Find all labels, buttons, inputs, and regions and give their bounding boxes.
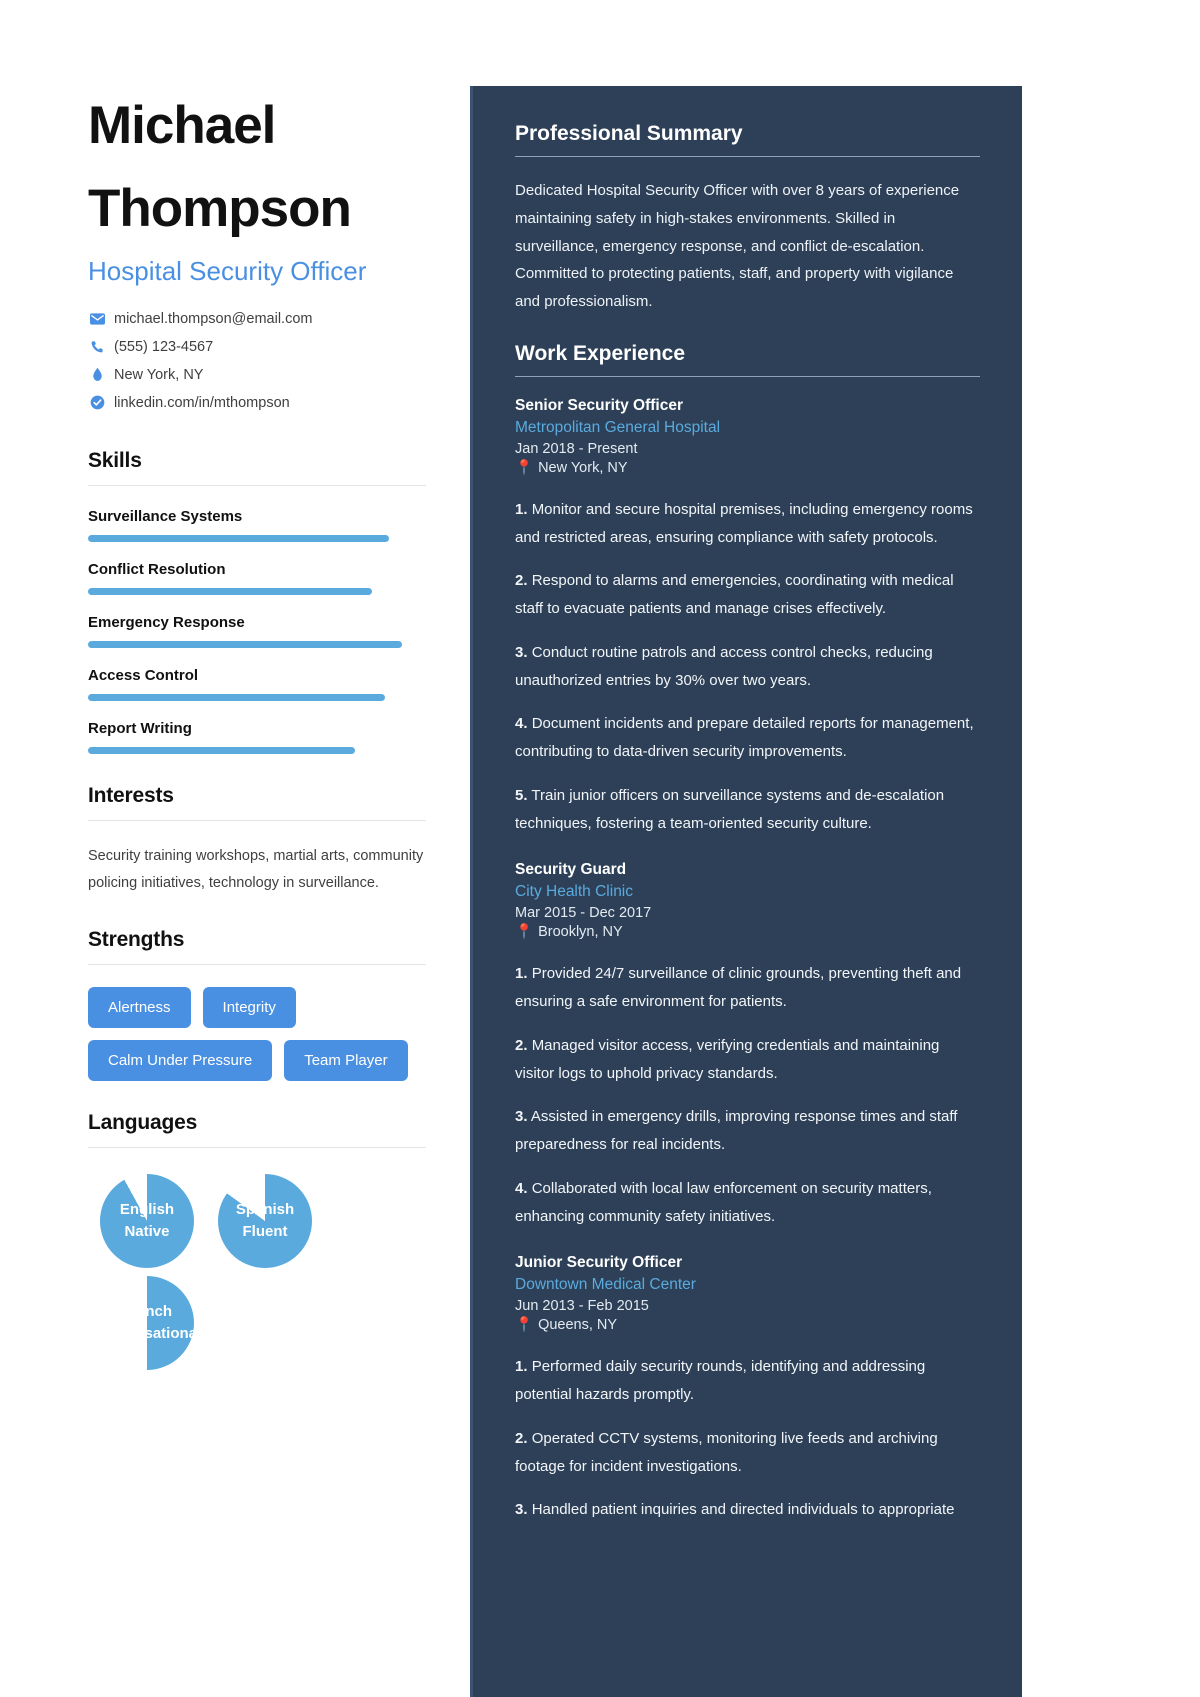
job-bullet <box>515 1353 980 1409</box>
skill-bar-fill <box>88 641 402 648</box>
contact-phone-text: (555) 123-4567 <box>114 338 214 355</box>
job-company[interactable]: Downtown Medical Center <box>515 1276 696 1294</box>
job-location-text: New York, NY <box>538 459 628 476</box>
language-name: Spanish <box>235 1201 295 1219</box>
language-name: French <box>121 1303 172 1321</box>
skill-bar-fill <box>88 694 385 701</box>
summary-divider <box>515 156 980 157</box>
experience-heading: Work Experience <box>515 341 686 365</box>
bullet-text: Provided 24/7 surveillance of clinic grounds, preventing theft and ensuring a safe environment for patients. <box>515 965 962 1010</box>
language-labels <box>120 1199 174 1243</box>
location-pin-icon: 📍 <box>515 1317 534 1334</box>
skill-item <box>88 720 426 754</box>
contact-item-email[interactable] <box>88 311 426 327</box>
skill-bar-track <box>88 641 426 648</box>
skill-label: Emergency Response <box>88 613 245 631</box>
bullet-text: Document incidents and prepare detailed reports for management, contributing to data-driven security improvements. <box>515 715 974 760</box>
job-location <box>515 1316 980 1333</box>
skill-item <box>88 508 426 542</box>
professional-summary-section <box>515 122 980 316</box>
phone-icon <box>88 340 106 354</box>
work-experience-section <box>515 342 980 1524</box>
job-bullet <box>515 782 980 838</box>
job-dates: Jun 2013 - Feb 2015 <box>515 1298 649 1315</box>
skill-bar-track <box>88 747 426 754</box>
candidate-name-block <box>88 86 426 249</box>
job-company[interactable]: City Health Clinic <box>515 883 634 901</box>
bullet-text: Handled patient inquiries and directed individuals to appropriate <box>531 1501 955 1519</box>
job-dates: Mar 2015 - Dec 2017 <box>515 905 652 922</box>
location-pin-icon: 📍 <box>515 924 534 941</box>
bullet-text: Conduct routine patrols and access control checks, reducing unauthorized entries by 30% over two years. <box>515 643 933 689</box>
bullet-text: Performed daily security rounds, identifying and addressing potential hazards promptly. <box>515 1358 926 1403</box>
bullet-number: 4. <box>515 1179 528 1197</box>
language-item <box>206 1170 324 1272</box>
bullet-text: Monitor and secure hospital premises, including emergency rooms and restricted areas, ensuring compliance with safety protocols. <box>515 500 973 546</box>
language-chart-list <box>88 1170 426 1374</box>
job-location-text: Queens, NY <box>538 1317 618 1334</box>
candidate-last-name: Thompson <box>88 178 351 238</box>
contact-item-phone[interactable] <box>88 339 426 355</box>
skill-label: Surveillance Systems <box>88 507 243 525</box>
strength-tag[interactable]: Calm Under Pressure <box>88 1040 272 1081</box>
languages-section <box>88 1111 426 1374</box>
job-bullet <box>515 639 980 695</box>
contact-list <box>88 311 426 411</box>
skill-item <box>88 667 426 701</box>
candidate-first-name: Michael <box>88 96 276 155</box>
left-sidebar <box>88 86 426 1404</box>
skill-label: Access Control <box>88 666 199 684</box>
bullet-number: 4. <box>515 715 528 733</box>
bullet-text: Collaborated with local law enforcement on security matters, enhancing community safety initiatives. <box>515 1179 932 1225</box>
job-bullet <box>515 1175 980 1231</box>
interests-text: Security training workshops, martial arts, community policing initiatives, technology in surveillance. <box>88 847 424 892</box>
skills-section <box>88 449 426 754</box>
bullet-number: 3. <box>515 1108 528 1126</box>
job-location <box>515 923 980 940</box>
bullet-number: 2. <box>515 1036 528 1054</box>
skill-item <box>88 614 426 648</box>
job-role: Junior Security Officer <box>515 1254 683 1272</box>
summary-text: Dedicated Hospital Security Officer with over 8 years of experience maintaining safety in high-stakes environments. Skilled in surveillance, emergency response, and conflict de-escalation. Committed to protecting patients, staff, and property with vigilance and professionalism. <box>515 182 960 310</box>
interests-heading: Interests <box>88 783 174 807</box>
language-level: Native <box>124 1222 170 1240</box>
experience-entry <box>515 861 980 1230</box>
languages-divider <box>88 1147 426 1148</box>
bullet-number: 1. <box>515 1358 528 1376</box>
bullet-number: 1. <box>515 500 528 518</box>
strength-tag[interactable]: Integrity <box>203 987 296 1028</box>
experience-entry <box>515 1254 980 1524</box>
skills-heading: Skills <box>88 448 142 472</box>
languages-heading: Languages <box>88 1110 198 1134</box>
contact-item-location[interactable] <box>88 367 426 383</box>
job-role: Security Guard <box>515 861 627 879</box>
experience-entry <box>515 397 980 838</box>
location-pin-icon: 📍 <box>515 459 534 476</box>
contact-location-text: New York, NY <box>114 366 204 383</box>
contact-item-linkedin[interactable] <box>88 395 426 411</box>
strength-tag[interactable]: Alertness <box>88 987 191 1028</box>
interests-section <box>88 784 426 898</box>
skill-label: Report Writing <box>88 719 192 737</box>
bullet-text: Assisted in emergency drills, improving response times and staff preparedness for real incidents. <box>515 1108 958 1153</box>
strengths-divider <box>88 964 426 965</box>
candidate-job-title: Hospital Security Officer <box>88 256 367 287</box>
bullet-number: 1. <box>515 965 528 983</box>
language-level: Conversational <box>92 1324 202 1342</box>
interests-divider <box>88 820 426 821</box>
job-bullet <box>515 960 980 1016</box>
job-company[interactable]: Metropolitan General Hospital <box>515 418 721 436</box>
language-level: Fluent <box>242 1222 288 1240</box>
language-item <box>88 1272 206 1374</box>
job-bullet <box>515 710 980 766</box>
job-dates: Jan 2018 - Present <box>515 440 638 457</box>
strengths-heading: Strengths <box>88 927 185 951</box>
job-bullet <box>515 1032 980 1088</box>
skill-item <box>88 561 426 595</box>
bullet-text: Operated CCTV systems, monitoring live feeds and archiving footage for incident investigations. <box>515 1429 938 1475</box>
spacer <box>515 1246 980 1254</box>
bullet-number: 2. <box>515 1429 528 1447</box>
job-location-text: Brooklyn, NY <box>538 924 623 941</box>
job-bullet <box>515 1496 980 1524</box>
skill-bar-track <box>88 535 426 542</box>
job-bullet <box>515 567 980 623</box>
language-labels <box>93 1301 201 1345</box>
strengths-section <box>88 928 426 1081</box>
main-content-panel <box>470 86 1022 1697</box>
skill-label: Conflict Resolution <box>88 560 226 578</box>
location-pin-icon <box>88 367 106 382</box>
contact-email-text: michael.thompson@email.com <box>114 310 313 327</box>
job-bullet <box>515 1425 980 1481</box>
job-bullet <box>515 496 980 552</box>
skill-bar-fill <box>88 588 372 595</box>
job-bullet <box>515 1103 980 1159</box>
bullet-text: Train junior officers on surveillance systems and de-escalation techniques, fostering a team-oriented security culture. <box>515 786 945 832</box>
summary-heading: Professional Summary <box>515 122 743 145</box>
skills-divider <box>88 485 426 486</box>
envelope-icon <box>88 313 106 325</box>
strengths-tag-list <box>88 987 426 1081</box>
bullet-number: 2. <box>515 572 528 590</box>
job-location <box>515 459 980 476</box>
linkedin-badge-icon <box>88 395 106 410</box>
language-labels <box>236 1199 294 1243</box>
bullet-number: 3. <box>515 1501 528 1519</box>
contact-linkedin-text: linkedin.com/in/mthompson <box>114 394 290 411</box>
language-item <box>88 1170 206 1272</box>
strength-tag[interactable]: Team Player <box>284 1040 407 1081</box>
skill-bar-fill <box>88 747 355 754</box>
language-name: English <box>119 1201 175 1219</box>
bullet-number: 3. <box>515 643 528 661</box>
bullet-number: 5. <box>515 786 528 804</box>
bullet-text: Respond to alarms and emergencies, coordinating with medical staff to evacuate patients and manage crises effectively. <box>515 572 954 617</box>
skill-bar-fill <box>88 535 389 542</box>
skill-bar-track <box>88 588 426 595</box>
job-role: Senior Security Officer <box>515 396 683 414</box>
experience-divider <box>515 376 980 377</box>
bullet-text: Managed visitor access, verifying credentials and maintaining visitor logs to uphold privacy standards. <box>515 1036 940 1082</box>
spacer <box>515 853 980 861</box>
skill-bar-track <box>88 694 426 701</box>
